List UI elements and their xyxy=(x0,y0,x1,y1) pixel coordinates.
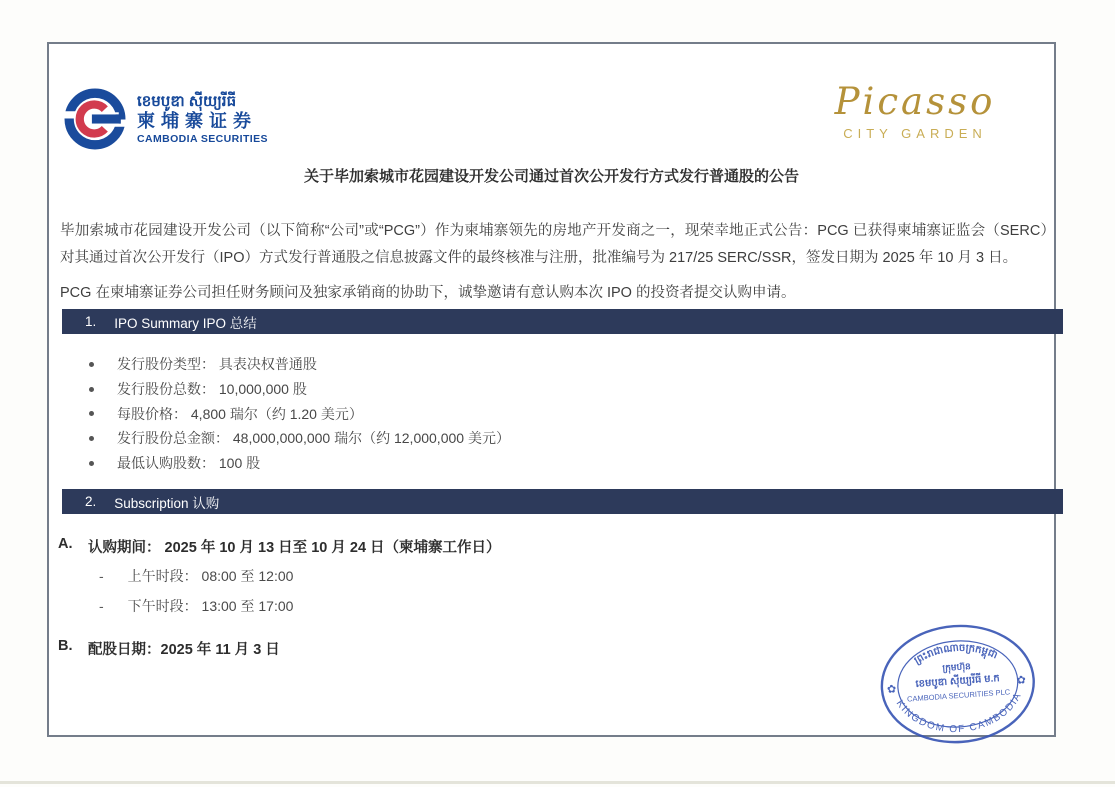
list-item-text: 每股价格： 4,800 瑞尔（约 1.20 美元） xyxy=(117,405,363,422)
page-title: 关于毕加索城市花园建设开发公司通过首次公开发行方式发行普通股的公告 xyxy=(303,168,799,185)
section-heading: Subscription 认购 xyxy=(114,495,220,511)
subscription-period-text: 认购期间： 2025 年 10 月 13 日至 10 月 24 日（柬埔寨工作日） xyxy=(88,540,501,556)
list-item xyxy=(89,406,510,423)
announcement-page xyxy=(47,42,1056,737)
bullet-icon xyxy=(89,411,94,416)
picasso-city-garden-logo xyxy=(820,82,1010,141)
list-item-text: 发行股份类型： 具表决权普通股 xyxy=(117,356,317,372)
company-stamp xyxy=(873,615,1044,760)
bullet-icon xyxy=(89,436,94,441)
stamp-left-rosette-icon: ✿ xyxy=(886,683,897,696)
stamp-seal-icon xyxy=(873,615,1044,760)
morning-session-text: 上午时段： 08:00 至 12:00 xyxy=(127,568,294,584)
cambodia-securities-logo xyxy=(64,88,268,150)
ipo-summary-list xyxy=(89,356,510,480)
allotment-date-text: 配股日期：2025 年 11 月 3 日 xyxy=(88,642,280,658)
bullet-icon xyxy=(89,362,94,367)
list-item xyxy=(89,356,510,373)
stamp-right-rosette-icon: ✿ xyxy=(1016,674,1027,687)
intro-paragraph: 毕加索城市花园建设开发公司（以下简称“公司”或“PCG”）作为柬埔寨领先的房地产开发商之一，现荣幸地正式公告：PCG 已获得柬埔寨证监会（SERC）对其通过首次公开发行（IPO）方式发行普通股之信息披露文件的最终核准与注册，批准编号为 217/25 SERC/SSR，签发日期为 2025 年 10 月 3 日。 xyxy=(60,223,1055,266)
bullet-icon xyxy=(89,461,94,466)
stamp-khmer-line1: ក្រុមហ៊ុន xyxy=(942,661,972,674)
section-heading: IPO Summary IPO 总结 xyxy=(114,315,257,331)
scan-artifact-line xyxy=(0,781,1115,784)
dash-marker: - xyxy=(99,568,104,584)
stamp-company-name: CAMBODIA SECURITIES PLC xyxy=(906,687,1011,704)
list-item xyxy=(89,381,510,398)
section-number: 2. xyxy=(85,494,97,509)
list-item xyxy=(89,455,510,472)
afternoon-session-text: 下午时段： 13:00 至 17:00 xyxy=(127,598,294,614)
section-number: 1. xyxy=(85,314,97,329)
item-label: B. xyxy=(58,638,73,654)
csx-logo-chinese-text: 柬埔寨证券 xyxy=(137,111,257,132)
list-item xyxy=(89,430,510,447)
list-item-text: 发行股份总金额： 48,000,000,000 瑞尔（约 12,000,000 美元） xyxy=(117,430,510,447)
bullet-icon xyxy=(89,387,94,392)
picasso-subtitle: CITY GARDEN xyxy=(843,125,987,141)
section-header-ipo-summary xyxy=(62,309,1063,334)
item-label: A. xyxy=(58,536,73,552)
dash-marker: - xyxy=(99,598,104,614)
stamp-top-khmer-text: ព្រះរាជាណាចក្រកម្ពុជា xyxy=(912,642,999,667)
section-header-subscription xyxy=(62,489,1063,514)
picasso-wordmark: Picasso xyxy=(834,80,996,123)
afternoon-session-row xyxy=(99,596,293,616)
allotment-date-item xyxy=(58,638,280,659)
list-item-text: 发行股份总数： 10,000,000 股 xyxy=(117,380,307,397)
stamp-khmer-line2: ខេមបូឌា ស៊ីយ្យរីធី ម.ក xyxy=(915,673,1001,690)
morning-session-row xyxy=(99,566,293,586)
stamp-bottom-text: KINGDOM OF CAMBODIA xyxy=(893,690,1025,736)
subscription-period-item xyxy=(58,536,501,557)
csx-logo-english-text: CAMBODIA SECURITIES xyxy=(137,132,268,145)
invitation-paragraph: PCG 在柬埔寨证券公司担任财务顾问及独家承销商的协助下，诚挚邀请有意认购本次 IPO 的投资者提交认购申请。 xyxy=(60,285,796,301)
list-item-text: 最低认购股数： 100 股 xyxy=(117,455,261,472)
csx-logo-khmer-text: ខេមបូឌា ស៊ីយ្យរីធី xyxy=(137,93,237,110)
csx-logo-icon xyxy=(64,88,126,150)
